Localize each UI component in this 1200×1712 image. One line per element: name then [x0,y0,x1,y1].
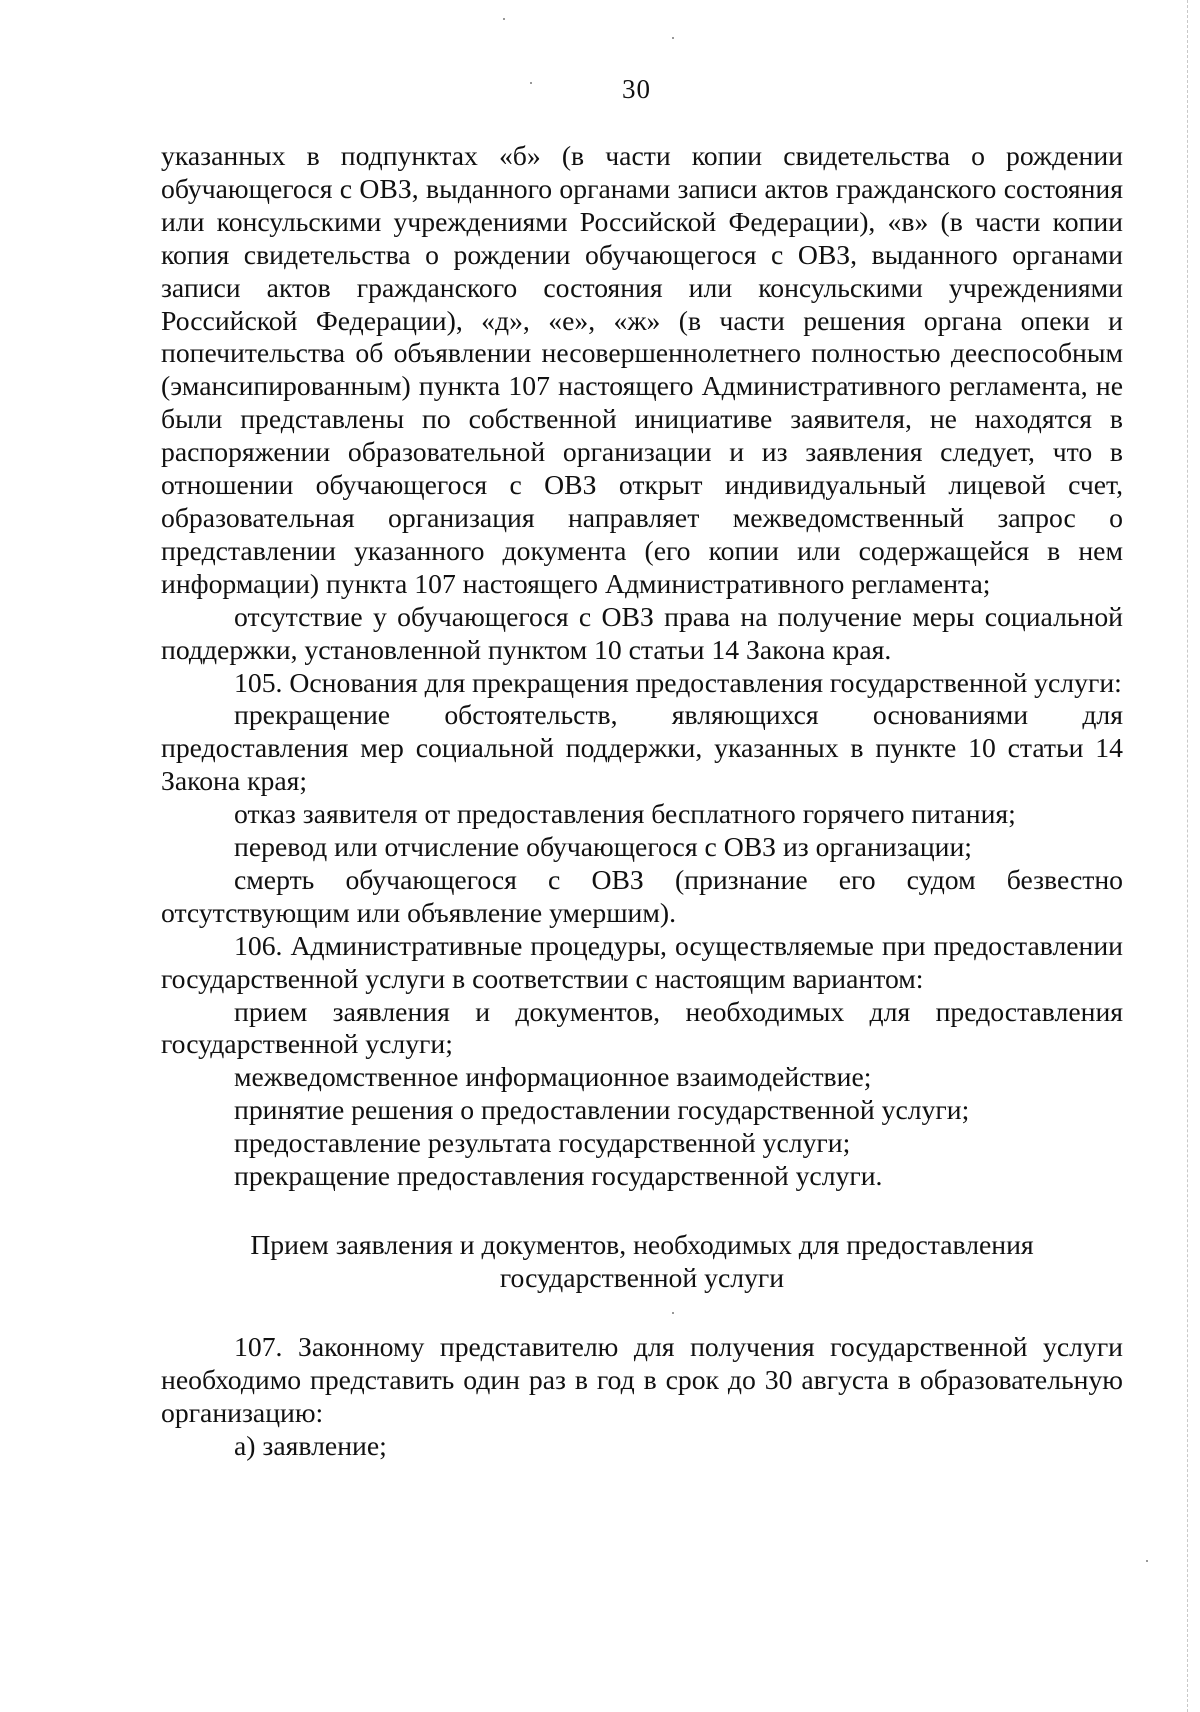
paragraph: 106. Административные процедуры, осуществляемые при предоставлении государственной услуги в соответствии с настоящим вариантом: [161,929,1123,994]
paragraph: а) заявление; [234,1429,387,1461]
paragraph: смерть обучающегося с ОВЗ (признание его судом безвестно отсутствующим или объявление умершим). [161,863,1123,928]
paragraph: прием заявления и документов, необходимых для предоставления государственной услуги; [161,995,1123,1060]
paragraph: прекращение обстоятельств, являющихся основаниями для предоставления мер социальной поддержки, указанных в пункте 10 статьи 14 Закона края; [161,699,1123,797]
document-body [161,140,1123,1462]
paragraph-list [161,1331,1123,1463]
scan-speck [503,18,505,20]
page-number: 30 [622,74,651,104]
paragraph: предоставление результата государственной услуги; [234,1127,851,1159]
scan-speck [1146,1560,1148,1562]
paragraph: указанных в подпунктах «б» (в части копии свидетельства о рождении обучающегося с ОВЗ, выданного органами записи актов гражданского состояния или консульскими учреждениями Российской Федерации), «в» (в части копии копия свидетельства о рождении обучающегося с ОВЗ, выданного органами записи актов гражданского состояния или консульскими учреждениями Российской Федерации), «д», «е», «ж» (в части решения органа опеки и попечительства об объявлении несовершеннолетнего полностью дееспособным (эмансипированным) пункта 107 настоящего Административного регламента, не были представлены по собственной инициативе заявителя, не находятся в распоряжении образовательной организации и из заявления следует, что в отношении обучающегося с ОВЗ открыт индивидуальный лицевой счет, образовательная организация направляет межведомственный запрос о представлении указанного документа (его копии или содержащейся в нем информации) пункта 107 настоящего Административного регламента; [161,140,1123,599]
paragraph-list [161,140,1123,1193]
scan-speck [672,37,674,39]
section-heading-line: Прием заявления и документов, необходимых для предоставления [250,1229,1034,1260]
paragraph: прекращение предоставления государственной услуги. [234,1160,883,1192]
paragraph: перевод или отчисление обучающегося с ОВЗ из организации; [234,831,972,863]
paragraph: 107. Законному представителю для получения государственной услуги необходимо представить один раз в год в срок до 30 августа в образовательную организацию: [161,1330,1123,1428]
paragraph: отказ заявителя от предоставления бесплатного горячего питания; [234,798,1016,830]
paragraph: отсутствие у обучающегося с ОВЗ права на получение меры социальной поддержки, установленной пунктом 10 статьи 14 Закона края. [161,600,1123,665]
paragraph: принятие решения о предоставлении государственной услуги; [234,1094,970,1126]
scan-edge-line [1187,0,1188,1712]
section-heading-line: государственной услуги [499,1261,785,1293]
paragraph: межведомственное информационное взаимодействие; [234,1061,872,1093]
section-heading [161,1229,1123,1295]
paragraph: 105. Основания для прекращения предоставления государственной услуги: [234,666,1122,698]
